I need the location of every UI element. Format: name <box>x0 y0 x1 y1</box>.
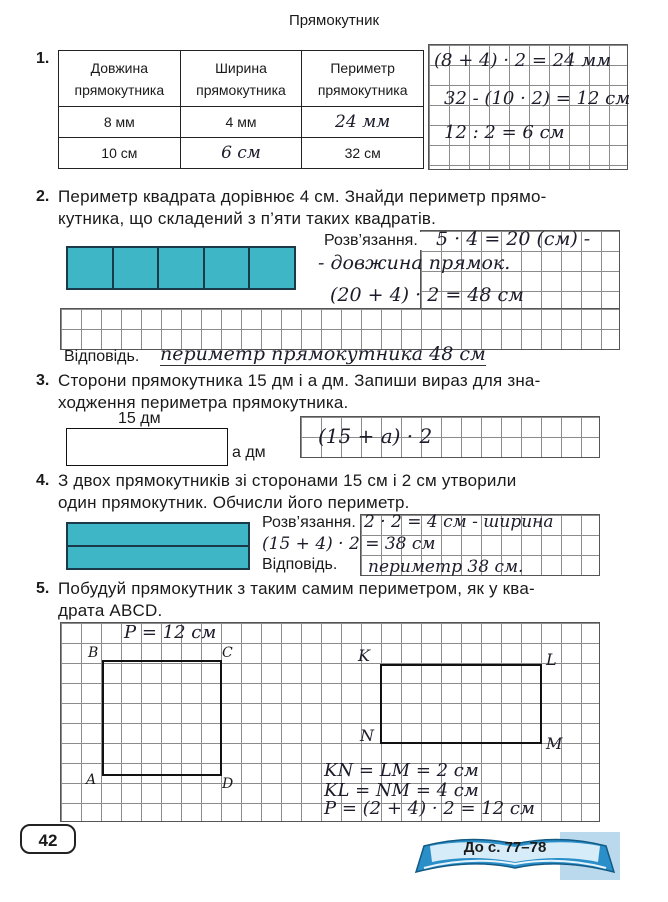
table-cell: 10 см <box>59 138 181 169</box>
square <box>250 248 294 288</box>
answer-label: Відповідь. <box>64 348 140 365</box>
table-cell: 32 см <box>302 138 424 169</box>
answer-label: Відповідь. <box>262 556 338 573</box>
task-text: Периметр квадрата дорівнює 4 см. Знайди периметр прямо- <box>58 187 547 206</box>
task-text: кутника, що складений з п’яти таких квадратів. <box>58 209 437 228</box>
handwritten-line: - довжина прямок. <box>318 252 511 274</box>
handwritten-answer: периметр прямокутника 48 см <box>160 343 486 365</box>
handwritten-line: 2 · 2 = 4 см - ширина <box>364 512 554 532</box>
table-cell: 8 мм <box>59 107 181 138</box>
handwritten-line: 12 : 2 = 6 см <box>444 122 565 143</box>
vertex-label: B <box>88 645 99 661</box>
vertex-label: M <box>546 734 563 753</box>
two-rectangles-drawing <box>66 522 250 570</box>
square <box>114 248 160 288</box>
vertex-label: C <box>222 645 233 661</box>
task-text: Побудуй прямокутник з таким самим периметром, як у ква- <box>58 579 535 598</box>
handwritten-line: (20 + 4) · 2 = 48 см <box>330 284 524 306</box>
vertex-label: L <box>546 650 557 669</box>
table-cell-handwritten: 6 см <box>180 138 302 169</box>
table-header: Ширина прямокутника <box>180 51 302 107</box>
solution-label: Розв’язання. <box>324 232 422 250</box>
page-title: Прямокутник <box>288 12 380 29</box>
square <box>68 248 114 288</box>
handwritten-line: 32 - (10 · 2) = 12 см <box>444 88 631 109</box>
handwritten-expression: (15 + а) · 2 <box>318 424 433 448</box>
five-squares-rectangle <box>66 246 296 290</box>
handwritten-line: 5 · 4 = 20 (см) - <box>436 228 591 250</box>
handwritten-line: (8 + 4) · 2 = 24 мм <box>434 50 612 71</box>
task-number: 5. <box>36 580 50 597</box>
page-number: 42 <box>20 824 76 854</box>
vertex-label: N <box>360 726 374 745</box>
handwritten-line: (15 + 4) · 2 = 38 см <box>262 534 436 554</box>
task-text: один прямокутник. Обчисли його периметр. <box>58 493 410 512</box>
dimension-label: а дм <box>232 444 266 461</box>
table-header: Периметр прямокутника <box>302 51 424 107</box>
rectangle-drawing <box>66 428 228 466</box>
dimension-label: 15 дм <box>118 410 161 427</box>
divider-line <box>68 545 248 547</box>
task-text: З двох прямокутників зі сторонами 15 см і 2 см утворили <box>58 471 517 490</box>
task-number: 3. <box>36 372 50 389</box>
rectangle-klmn <box>380 664 542 744</box>
solution-label: Розв’язання. <box>262 514 356 531</box>
table-header: Довжина прямокутника <box>59 51 181 107</box>
task-text: драта ABCD. <box>58 601 163 620</box>
vertex-label: A <box>86 772 97 788</box>
task-number: 4. <box>36 472 50 489</box>
vertex-label: K <box>358 646 370 665</box>
task-number: 1. <box>36 50 50 67</box>
handwritten-line: P = (2 + 4) · 2 = 12 см <box>324 798 535 819</box>
page-reference: До с. 77–78 <box>463 839 547 856</box>
table-cell: 4 мм <box>180 107 302 138</box>
handwritten-line: периметр 38 см. <box>368 557 524 577</box>
table-cell-handwritten: 24 мм <box>302 107 424 138</box>
perimeter-table <box>58 50 424 169</box>
square <box>205 248 251 288</box>
task-number: 2. <box>36 188 50 205</box>
handwritten-line: P = 12 см <box>124 622 217 643</box>
square <box>159 248 205 288</box>
handwritten-line: KL = NM = 4 см <box>324 780 479 801</box>
handwritten-line: KN = LM = 2 см <box>324 760 479 781</box>
task-text: ходження периметра прямокутника. <box>58 393 349 412</box>
task-text: Сторони прямокутника 15 дм і а дм. Запиши вираз для зна- <box>58 371 541 390</box>
square-abcd <box>102 660 222 776</box>
vertex-label: D <box>222 776 234 792</box>
